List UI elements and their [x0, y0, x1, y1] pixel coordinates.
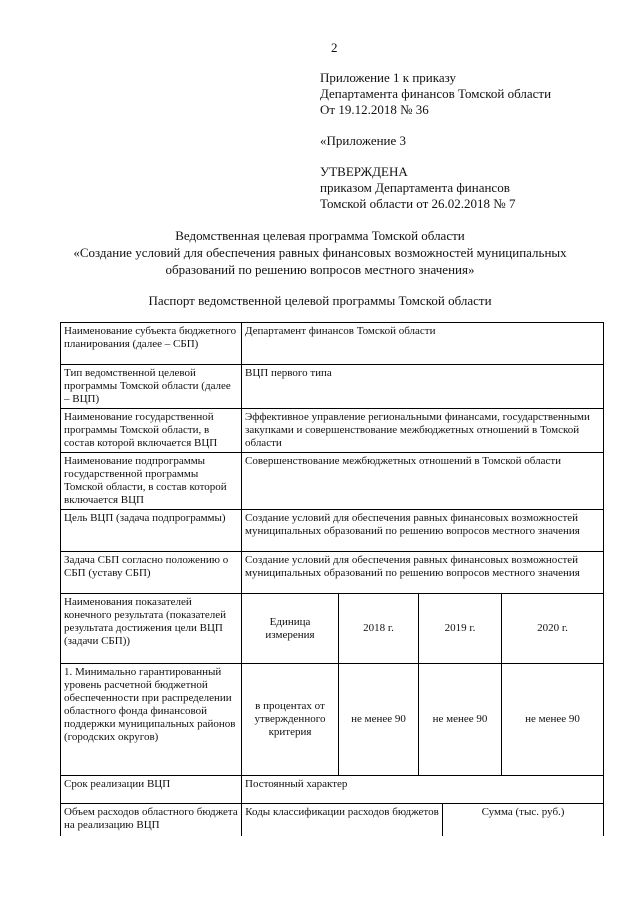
term-row — [61, 776, 604, 804]
year-header: 2020 г. — [502, 594, 604, 664]
approval-line1: приказом Департамента финансов — [320, 180, 510, 195]
program-title-line1: Ведомственная целевая программа Томской области — [175, 228, 465, 243]
table-row — [61, 409, 604, 453]
term-value: Постоянный характер — [242, 776, 604, 804]
indicators-header-row — [61, 594, 604, 664]
passport-title: Паспорт ведомственной целевой программы Томской области — [148, 293, 492, 308]
appendix-header-line1: Приложение 1 к приказу — [320, 70, 457, 85]
indicator-value-2020: не менее 90 — [502, 664, 604, 776]
row-label: Задача СБП согласно положению о СБП (уставу СБП) — [61, 552, 242, 594]
year-header: 2018 г. — [339, 594, 419, 664]
row-label: Наименование государственной программы Томской области, в состав которой включается ВЦП — [61, 409, 242, 453]
row-label: Тип ведомственной целевой программы Томской области (далее – ВЦП) — [61, 365, 242, 409]
approval-title: УТВЕРЖДЕНА — [320, 164, 408, 179]
unit-header: Единица измерения — [242, 594, 339, 664]
indicator-name: 1. Минимально гарантированный уровень расчетной бюджетной обеспеченности при распределении областного фонда финансовой поддержки муниципальных районов (городских округов) — [61, 664, 242, 776]
page-number: 2 — [331, 40, 338, 55]
codes-header: Коды классификации расходов бюджетов — [242, 804, 443, 836]
expenses-row — [61, 804, 604, 836]
sum-header: Сумма (тыс. руб.) — [443, 804, 604, 836]
appendix-header-line2: Департамента финансов Томской области — [320, 86, 552, 101]
program-title-line2: «Создание условий для обеспечения равных финансовых возможностей муниципальных — [73, 245, 567, 260]
row-label: Цель ВЦП (задача подпрограммы) — [61, 510, 242, 552]
row-label: Наименование субъекта бюджетного планирования (далее – СБП) — [61, 323, 242, 365]
table-row — [61, 552, 604, 594]
appendix-ref: «Приложение 3 — [320, 133, 407, 148]
program-title-line3: образований по решению вопросов местного значения» — [165, 262, 475, 277]
table-row — [61, 365, 604, 409]
row-label: Наименование подпрограммы государственной программы Томской области, в состав которой включается ВЦП — [61, 453, 242, 510]
indicator-value-2018: не менее 90 — [339, 664, 419, 776]
term-label: Срок реализации ВЦП — [61, 776, 242, 804]
indicator-value-2019: не менее 90 — [419, 664, 502, 776]
row-value: ВЦП первого типа — [242, 365, 604, 409]
row-value: Создание условий для обеспечения равных финансовых возможностей муниципальных образований по решению вопросов местного значения — [242, 510, 604, 552]
expenses-label: Объем расходов областного бюджета на реализацию ВЦП — [61, 804, 242, 836]
passport-table — [60, 322, 604, 836]
indicators-label: Наименования показателей конечного результата (показателей результата достижения цели ВЦП (задачи СБП)) — [61, 594, 242, 664]
row-value: Совершенствование межбюджетных отношений в Томской области — [242, 453, 604, 510]
approval-line2: Томской области от 26.02.2018 № 7 — [320, 196, 516, 211]
indicator-unit: в процентах от утвержденного критерия — [242, 664, 339, 776]
row-value: Департамент финансов Томской области — [242, 323, 604, 365]
table-row — [61, 510, 604, 552]
year-header: 2019 г. — [419, 594, 502, 664]
row-value: Создание условий для обеспечения равных финансовых возможностей муниципальных образований по решению вопросов местного значения — [242, 552, 604, 594]
row-value: Эффективное управление региональными финансами, государственными закупками и совершенствование межбюджетных отношений в Томской области — [242, 409, 604, 453]
indicator-row — [61, 664, 604, 776]
table-row — [61, 453, 604, 510]
table-row — [61, 323, 604, 365]
appendix-header-line3: От 19.12.2018 № 36 — [320, 102, 429, 117]
